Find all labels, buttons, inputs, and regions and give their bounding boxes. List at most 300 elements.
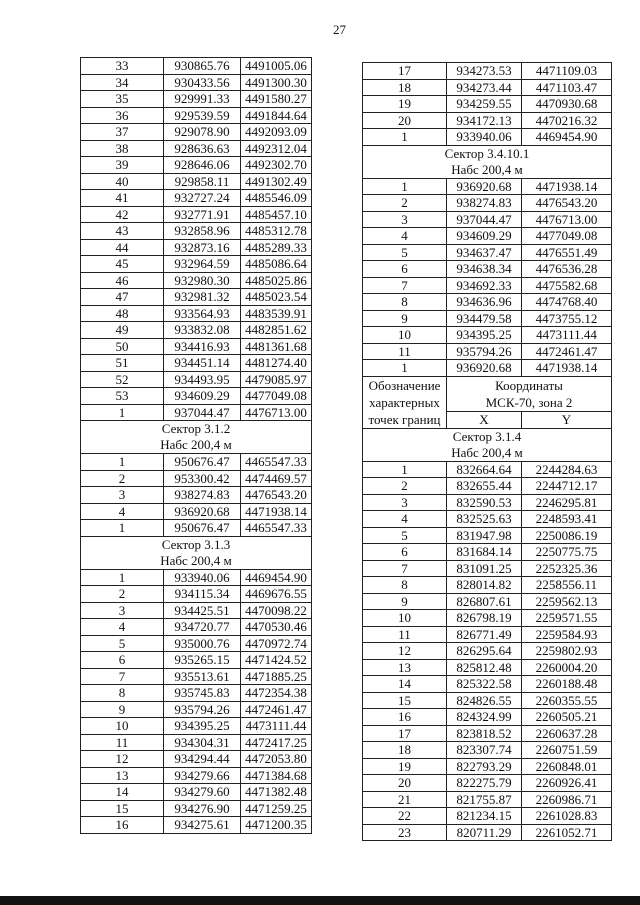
sector-header	[363, 428, 612, 461]
y-coordinate: 4491005.06	[241, 58, 312, 75]
x-coordinate: 932964.59	[164, 256, 241, 273]
table-row	[363, 343, 612, 360]
table-row	[81, 74, 312, 91]
point-number: 2	[81, 586, 164, 603]
point-number: 18	[363, 742, 447, 759]
table-row	[81, 668, 312, 685]
table-row	[363, 758, 612, 775]
x-coordinate: 934637.47	[447, 244, 522, 261]
sector-header	[363, 145, 612, 178]
point-number: 14	[81, 784, 164, 801]
table-row	[363, 112, 612, 129]
x-coordinate: 935265.15	[164, 652, 241, 669]
x-coordinate: 932981.32	[164, 289, 241, 306]
point-number: 3	[81, 602, 164, 619]
x-coordinate: 929539.59	[164, 107, 241, 124]
table-row	[363, 560, 612, 577]
y-coordinate: 4491844.64	[241, 107, 312, 124]
table-row	[81, 157, 312, 174]
point-number: 49	[81, 322, 164, 339]
x-coordinate: 935794.26	[164, 701, 241, 718]
table-row	[363, 63, 612, 80]
y-coordinate: 4482851.62	[241, 322, 312, 339]
x-coordinate: 934692.33	[447, 277, 522, 294]
y-coordinate: 4476536.28	[522, 261, 612, 278]
sector-height: Набс 200,4 м	[451, 444, 523, 460]
y-coordinate: 4485023.54	[241, 289, 312, 306]
point-number: 15	[363, 692, 447, 709]
sector-title: Сектор 3.1.4	[452, 428, 522, 444]
column-header-row	[363, 376, 612, 411]
point-number: 10	[81, 718, 164, 735]
point-number: 11	[363, 626, 447, 643]
table-row	[363, 527, 612, 544]
point-number: 50	[81, 338, 164, 355]
table-row	[363, 775, 612, 792]
point-number: 46	[81, 272, 164, 289]
coordinate-system: МСК-70, зона 2	[485, 394, 573, 410]
y-coordinate: 4476543.20	[241, 487, 312, 504]
x-coordinate: 950676.47	[164, 520, 241, 537]
table-row	[81, 388, 312, 405]
y-coordinate: 4471938.14	[522, 178, 612, 195]
coordinates-table-right	[362, 62, 612, 841]
point-number: 1	[81, 569, 164, 586]
table-row	[81, 817, 312, 834]
x-coordinate: 937044.47	[164, 404, 241, 421]
y-coordinate: 4474768.40	[522, 294, 612, 311]
x-coordinate: 935745.83	[164, 685, 241, 702]
table-row	[81, 602, 312, 619]
table-row	[81, 734, 312, 751]
point-number: 1	[81, 520, 164, 537]
table-row	[363, 211, 612, 228]
y-coordinate: 4475582.68	[522, 277, 612, 294]
x-coordinate: 933940.06	[447, 129, 522, 146]
x-coordinate: 831684.14	[447, 544, 522, 561]
point-number: 12	[81, 751, 164, 768]
point-number: 41	[81, 190, 164, 207]
x-coordinate: 832664.64	[447, 461, 522, 478]
table-row	[363, 79, 612, 96]
point-number: 42	[81, 206, 164, 223]
x-coordinate: 935000.76	[164, 635, 241, 652]
table-row	[81, 173, 312, 190]
table-row	[363, 626, 612, 643]
y-coordinate: 4485025.86	[241, 272, 312, 289]
y-coordinate: 2260751.59	[522, 742, 612, 759]
sector-title: Сектор 3.4.10.1	[444, 145, 530, 161]
table-row	[363, 244, 612, 261]
y-coordinate: 2250775.75	[522, 544, 612, 561]
table-row	[363, 593, 612, 610]
point-number: 8	[81, 685, 164, 702]
x-coordinate: 930433.56	[164, 74, 241, 91]
table-row	[81, 124, 312, 141]
y-coordinate: 4477049.08	[522, 228, 612, 245]
point-number: 13	[81, 767, 164, 784]
point-number: 6	[363, 544, 447, 561]
x-coordinate: 826295.64	[447, 643, 522, 660]
x-coordinate: 825322.58	[447, 676, 522, 693]
table-row	[363, 494, 612, 511]
y-coordinate: 4471259.25	[241, 800, 312, 817]
point-number: 35	[81, 91, 164, 108]
y-coordinate: 2259584.93	[522, 626, 612, 643]
x-coordinate: 934294.44	[164, 751, 241, 768]
x-coordinate: 832590.53	[447, 494, 522, 511]
sector-header-row	[81, 536, 312, 569]
y-coordinate: 4491302.49	[241, 173, 312, 190]
y-coordinate: 2260505.21	[522, 709, 612, 726]
point-number: 17	[363, 63, 447, 80]
point-number: 4	[81, 503, 164, 520]
y-coordinate: 4472053.80	[241, 751, 312, 768]
point-number: 5	[363, 527, 447, 544]
coordinates-header	[447, 376, 612, 411]
table-row	[363, 808, 612, 825]
y-coordinate: 4477049.08	[241, 388, 312, 405]
x-coordinate: 938274.83	[164, 487, 241, 504]
x-coordinate: 828014.82	[447, 577, 522, 594]
y-coordinate: 2261028.83	[522, 808, 612, 825]
table-row	[363, 610, 612, 627]
y-coordinate: 4485312.78	[241, 223, 312, 240]
coordinates-title: Координаты	[495, 377, 563, 393]
y-coordinate: 4471885.25	[241, 668, 312, 685]
x-coordinate: 937044.47	[447, 211, 522, 228]
x-coordinate: 823818.52	[447, 725, 522, 742]
x-coordinate: 934115.34	[164, 586, 241, 603]
x-coordinate: 934451.14	[164, 355, 241, 372]
point-number: 5	[81, 635, 164, 652]
y-coordinate: 4469454.90	[241, 569, 312, 586]
point-number: 1	[363, 129, 447, 146]
x-coordinate: 831947.98	[447, 527, 522, 544]
sector-header-row	[363, 145, 612, 178]
x-coordinate: 928636.63	[164, 140, 241, 157]
x-coordinate: 934720.77	[164, 619, 241, 636]
point-number: 21	[363, 791, 447, 808]
point-number: 22	[363, 808, 447, 825]
table-row	[363, 709, 612, 726]
page-number: 27	[333, 22, 346, 37]
x-coordinate: 929078.90	[164, 124, 241, 141]
table-row	[81, 635, 312, 652]
table-row	[363, 327, 612, 344]
table-row	[363, 824, 612, 841]
y-coordinate: 4481361.68	[241, 338, 312, 355]
table-row	[81, 239, 312, 256]
table-row	[81, 718, 312, 735]
table-row	[81, 569, 312, 586]
table-row	[363, 310, 612, 327]
point-number: 1	[363, 360, 447, 377]
y-coordinate: 4485546.09	[241, 190, 312, 207]
y-coordinate: 4492302.70	[241, 157, 312, 174]
x-coordinate: 824826.55	[447, 692, 522, 709]
x-coordinate: 934172.13	[447, 112, 522, 129]
table-row	[81, 652, 312, 669]
y-coordinate: 2248593.41	[522, 511, 612, 528]
point-number: 19	[363, 758, 447, 775]
x-coordinate: 826807.61	[447, 593, 522, 610]
x-coordinate: 934279.66	[164, 767, 241, 784]
x-coordinate: 934609.29	[447, 228, 522, 245]
point-number: 40	[81, 173, 164, 190]
point-number: 9	[363, 310, 447, 327]
x-coordinate: 934395.25	[447, 327, 522, 344]
y-coordinate: 4476713.00	[241, 404, 312, 421]
y-coordinate: 2260926.41	[522, 775, 612, 792]
x-coordinate: 936920.68	[447, 360, 522, 377]
x-coordinate: 928646.06	[164, 157, 241, 174]
point-number: 3	[363, 211, 447, 228]
x-coordinate: 934493.95	[164, 371, 241, 388]
point-number: 51	[81, 355, 164, 372]
x-coordinate: 934259.55	[447, 96, 522, 113]
y-coordinate: 2260355.55	[522, 692, 612, 709]
sector-header-row	[81, 421, 312, 454]
point-number: 8	[363, 577, 447, 594]
table-row	[81, 701, 312, 718]
y-coordinate: 4479085.97	[241, 371, 312, 388]
y-coordinate: 4474469.57	[241, 470, 312, 487]
y-coordinate: 2260004.20	[522, 659, 612, 676]
point-number: 23	[363, 824, 447, 841]
y-coordinate: 4485086.64	[241, 256, 312, 273]
point-number: 52	[81, 371, 164, 388]
y-coordinate: 4491580.27	[241, 91, 312, 108]
table-row	[81, 91, 312, 108]
table-row	[363, 261, 612, 278]
y-coordinate: 2259802.93	[522, 643, 612, 660]
table-row	[363, 96, 612, 113]
table-row	[363, 478, 612, 495]
x-coordinate: 934273.53	[447, 63, 522, 80]
y-coordinate: 2259562.13	[522, 593, 612, 610]
table-row	[81, 140, 312, 157]
point-number: 13	[363, 659, 447, 676]
table-row	[363, 178, 612, 195]
y-coordinate: 4465547.33	[241, 454, 312, 471]
point-number: 11	[363, 343, 447, 360]
y-coordinate: 4470216.32	[522, 112, 612, 129]
table-row	[363, 228, 612, 245]
y-coordinate: 2250086.19	[522, 527, 612, 544]
point-number: 20	[363, 775, 447, 792]
point-number: 2	[363, 195, 447, 212]
y-coordinate: 2260848.01	[522, 758, 612, 775]
y-coordinate: 4471109.03	[522, 63, 612, 80]
sector-header	[81, 421, 312, 454]
point-number: 45	[81, 256, 164, 273]
x-coordinate: 824324.99	[447, 709, 522, 726]
table-row	[363, 659, 612, 676]
sector-title: Сектор 3.1.2	[161, 421, 231, 436]
x-coordinate: 932771.91	[164, 206, 241, 223]
x-coordinate: 932727.24	[164, 190, 241, 207]
table-row	[81, 751, 312, 768]
x-coordinate: 934304.31	[164, 734, 241, 751]
x-coordinate: 832525.63	[447, 511, 522, 528]
point-number: 19	[363, 96, 447, 113]
point-number: 1	[363, 178, 447, 195]
x-coordinate: 832655.44	[447, 478, 522, 495]
x-coordinate: 822275.79	[447, 775, 522, 792]
x-coordinate: 934636.96	[447, 294, 522, 311]
point-number: 1	[363, 461, 447, 478]
table-row	[363, 725, 612, 742]
table-row	[81, 206, 312, 223]
x-coordinate: 932858.96	[164, 223, 241, 240]
table-row	[81, 305, 312, 322]
y-coordinate: 2244284.63	[522, 461, 612, 478]
sector-header	[81, 536, 312, 569]
table-row	[81, 256, 312, 273]
x-coordinate: 823307.74	[447, 742, 522, 759]
x-coordinate: 934279.60	[164, 784, 241, 801]
table-row	[81, 800, 312, 817]
table-row	[363, 676, 612, 693]
points-column-header: Обозначение характерных точек границ	[363, 376, 447, 428]
point-number: 2	[81, 470, 164, 487]
point-number: 4	[363, 511, 447, 528]
table-row	[81, 586, 312, 603]
x-coordinate: 933832.08	[164, 322, 241, 339]
table-row	[81, 404, 312, 421]
table-row	[81, 619, 312, 636]
sector-height: Набс 200,4 м	[451, 161, 523, 177]
y-coordinate: 4471938.14	[522, 360, 612, 377]
point-number: 10	[363, 610, 447, 627]
x-coordinate: 930865.76	[164, 58, 241, 75]
point-number: 14	[363, 676, 447, 693]
x-coordinate: 825812.48	[447, 659, 522, 676]
y-coordinate: 4471382.48	[241, 784, 312, 801]
x-coordinate: 933940.06	[164, 569, 241, 586]
table-row	[363, 544, 612, 561]
y-column-header: Y	[522, 411, 612, 428]
point-number: 8	[363, 294, 447, 311]
y-coordinate: 2260637.28	[522, 725, 612, 742]
table-row	[363, 277, 612, 294]
y-coordinate: 4485289.33	[241, 239, 312, 256]
table-row	[81, 322, 312, 339]
point-number: 15	[81, 800, 164, 817]
table-row	[81, 107, 312, 124]
x-coordinate: 935794.26	[447, 343, 522, 360]
x-coordinate: 936920.68	[447, 178, 522, 195]
x-coordinate: 934416.93	[164, 338, 241, 355]
table-row	[363, 511, 612, 528]
table-row	[81, 355, 312, 372]
x-coordinate: 934425.51	[164, 602, 241, 619]
table-row	[363, 129, 612, 146]
x-column-header: X	[447, 411, 522, 428]
point-number: 20	[363, 112, 447, 129]
table-row	[363, 195, 612, 212]
y-coordinate: 4471200.35	[241, 817, 312, 834]
table-row	[363, 643, 612, 660]
table-row	[81, 454, 312, 471]
y-coordinate: 4470530.46	[241, 619, 312, 636]
y-coordinate: 4472354.38	[241, 685, 312, 702]
x-coordinate: 820711.29	[447, 824, 522, 841]
table-row	[81, 223, 312, 240]
x-coordinate: 935513.61	[164, 668, 241, 685]
y-coordinate: 4492093.09	[241, 124, 312, 141]
x-coordinate: 929858.11	[164, 173, 241, 190]
y-coordinate: 2246295.81	[522, 494, 612, 511]
point-number: 3	[363, 494, 447, 511]
y-coordinate: 4472417.25	[241, 734, 312, 751]
sector-title: Сектор 3.1.3	[161, 536, 231, 552]
table-row	[81, 338, 312, 355]
x-coordinate: 826798.19	[447, 610, 522, 627]
y-coordinate: 4470972.74	[241, 635, 312, 652]
table-row	[81, 272, 312, 289]
point-number: 7	[81, 668, 164, 685]
scan-edge-bar	[0, 896, 640, 905]
point-number: 43	[81, 223, 164, 240]
sector-header-row	[363, 428, 612, 461]
x-coordinate: 934638.34	[447, 261, 522, 278]
point-number: 11	[81, 734, 164, 751]
table-row	[81, 289, 312, 306]
y-coordinate: 2260188.48	[522, 676, 612, 693]
point-number: 38	[81, 140, 164, 157]
point-number: 17	[363, 725, 447, 742]
point-number: 16	[363, 709, 447, 726]
y-coordinate: 4473755.12	[522, 310, 612, 327]
y-coordinate: 2261052.71	[522, 824, 612, 841]
table-row	[81, 520, 312, 537]
point-number: 18	[363, 79, 447, 96]
point-number: 36	[81, 107, 164, 124]
point-number: 16	[81, 817, 164, 834]
point-number: 5	[363, 244, 447, 261]
point-number: 7	[363, 277, 447, 294]
table-row	[363, 692, 612, 709]
point-number: 2	[363, 478, 447, 495]
x-coordinate: 932980.30	[164, 272, 241, 289]
y-coordinate: 4469454.90	[522, 129, 612, 146]
y-coordinate: 2259571.55	[522, 610, 612, 627]
y-coordinate: 4492312.04	[241, 140, 312, 157]
x-coordinate: 938274.83	[447, 195, 522, 212]
sector-height: Набс 200,4 м	[160, 552, 232, 568]
y-coordinate: 4471424.52	[241, 652, 312, 669]
x-coordinate: 950676.47	[164, 454, 241, 471]
point-number: 3	[81, 487, 164, 504]
y-coordinate: 2258556.11	[522, 577, 612, 594]
y-coordinate: 4473111.44	[241, 718, 312, 735]
point-number: 53	[81, 388, 164, 405]
y-coordinate: 4481274.40	[241, 355, 312, 372]
y-coordinate: 4472461.47	[522, 343, 612, 360]
table-row	[81, 371, 312, 388]
point-number: 48	[81, 305, 164, 322]
table-row	[363, 791, 612, 808]
point-number: 47	[81, 289, 164, 306]
x-coordinate: 934479.58	[447, 310, 522, 327]
x-coordinate: 933564.93	[164, 305, 241, 322]
point-number: 6	[363, 261, 447, 278]
point-number: 37	[81, 124, 164, 141]
point-number: 4	[363, 228, 447, 245]
x-coordinate: 821234.15	[447, 808, 522, 825]
